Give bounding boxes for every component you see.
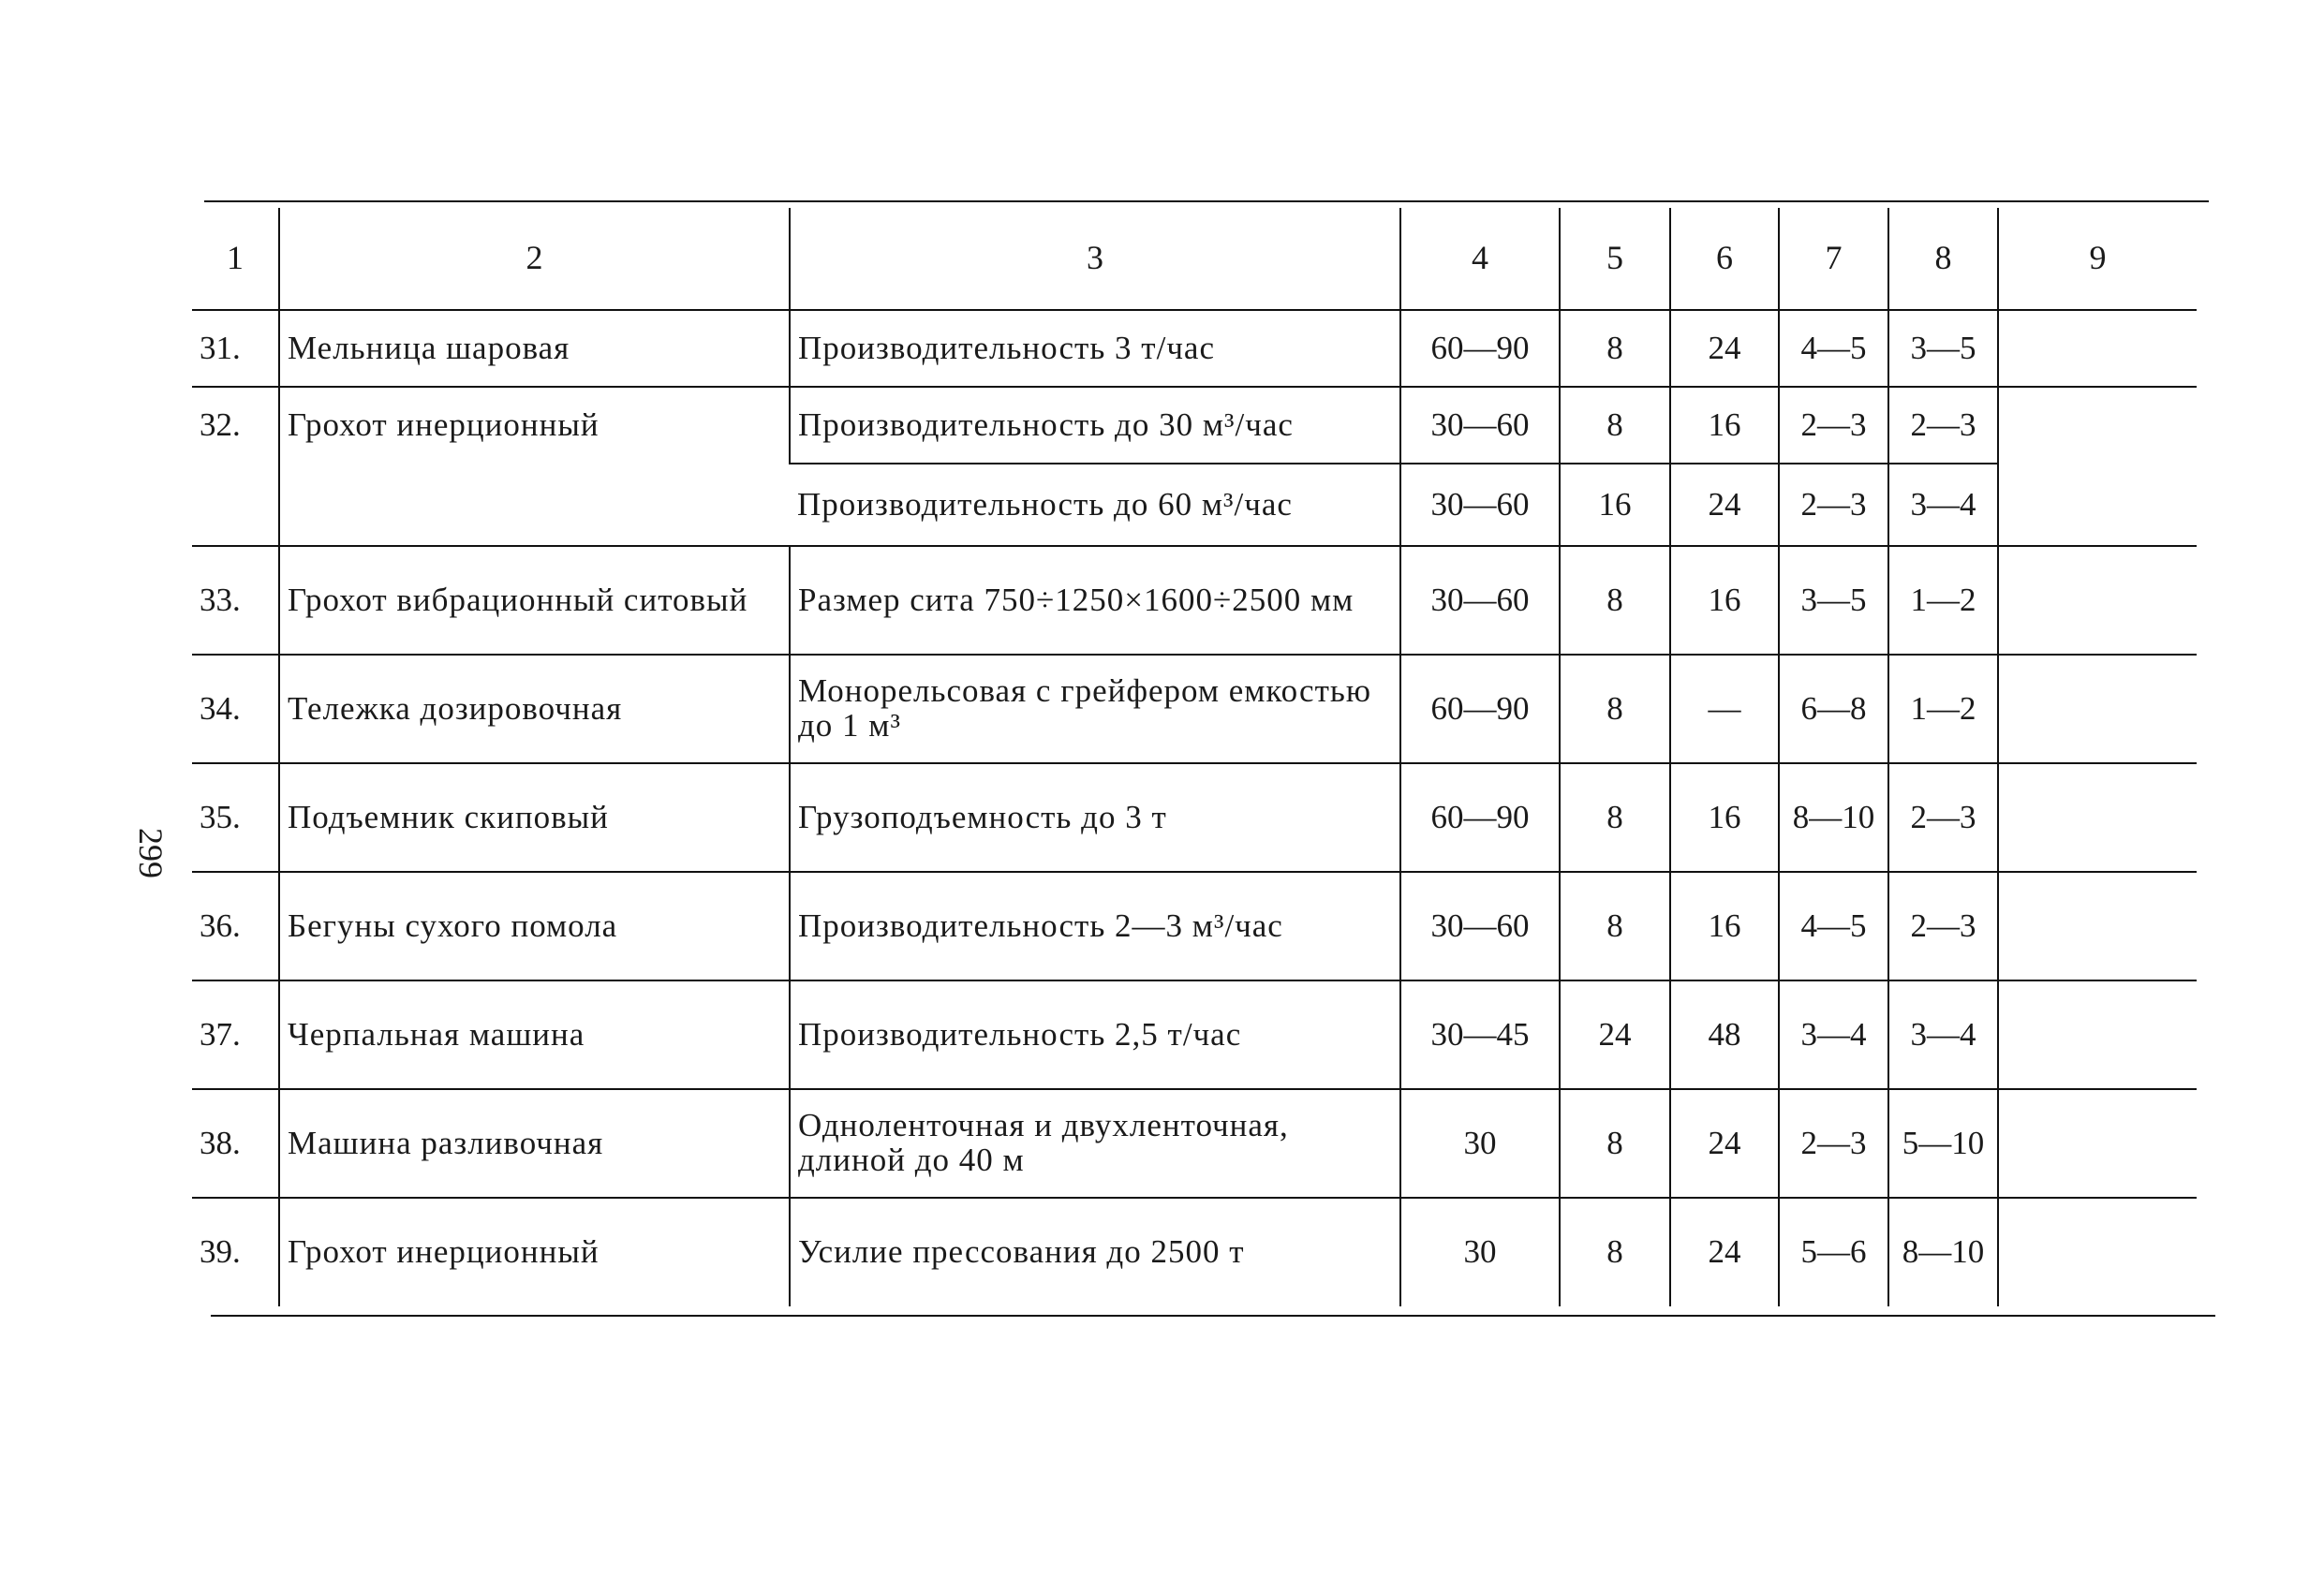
row-number: 38. <box>192 1089 279 1198</box>
cell-col9 <box>1998 872 2197 980</box>
row-number: 39. <box>192 1198 279 1306</box>
cell-col4: 60—90 <box>1400 655 1560 763</box>
cell-col4: 60—90 <box>1400 763 1560 872</box>
cell-col6: 16 <box>1670 546 1779 655</box>
cell-col4: 30—60 <box>1400 872 1560 980</box>
equipment-spec: Размер сита 750÷1250×1600÷2500 мм <box>790 546 1400 655</box>
cell-col7: 2—3 <box>1779 387 1888 464</box>
column-header-9: 9 <box>1998 208 2197 310</box>
table-row <box>192 310 2197 387</box>
cell-col8: 2—3 <box>1888 763 1998 872</box>
cell-col6: 48 <box>1670 980 1779 1089</box>
cell-col5: 8 <box>1560 546 1670 655</box>
cell-col5: 16 <box>1560 464 1670 546</box>
equipment-name: Бегуны сухого помола <box>279 872 790 980</box>
equipment-spec: Одноленточная и двухленточная, длиной до 40 м <box>790 1089 1400 1198</box>
cell-col4: 30 <box>1400 1089 1560 1198</box>
cell-col9 <box>1998 310 2197 387</box>
row-number: 35. <box>192 763 279 872</box>
equipment-spec: Производительность до 30 м³/час <box>790 387 1400 464</box>
equipment-spec: Монорельсовая с грейфером емкостью до 1 м³ <box>790 655 1400 763</box>
equipment-table <box>192 208 2197 1306</box>
cell-col5: 8 <box>1560 387 1670 464</box>
cell-col6: 24 <box>1670 1198 1779 1306</box>
cell-col8: 1—2 <box>1888 655 1998 763</box>
cell-col5: 8 <box>1560 763 1670 872</box>
cell-col5: 8 <box>1560 1089 1670 1198</box>
cell-col8: 2—3 <box>1888 872 1998 980</box>
row-number: 37. <box>192 980 279 1089</box>
table-row <box>192 1198 2197 1306</box>
table-row <box>192 655 2197 763</box>
equipment-name: Подъемник скиповый <box>279 763 790 872</box>
cell-col7: 2—3 <box>1779 464 1888 546</box>
column-header-2: 2 <box>279 208 790 310</box>
column-header-1: 1 <box>192 208 279 310</box>
cell-col4: 30—45 <box>1400 980 1560 1089</box>
equipment-name: Машина разливочная <box>279 1089 790 1198</box>
cell-col7: 3—4 <box>1779 980 1888 1089</box>
cell-col9 <box>1998 387 2197 546</box>
equipment-spec: Производительность до 60 м³/час <box>790 464 1400 546</box>
equipment-name: Черпальная машина <box>279 980 790 1089</box>
cell-col6: 24 <box>1670 310 1779 387</box>
cell-col8: 3—5 <box>1888 310 1998 387</box>
equipment-name: Тележка дозировочная <box>279 655 790 763</box>
column-header-6: 6 <box>1670 208 1779 310</box>
table-bottom-rule <box>211 1315 2215 1317</box>
cell-col4: 60—90 <box>1400 310 1560 387</box>
row-number: 34. <box>192 655 279 763</box>
table-row <box>192 872 2197 980</box>
table-row <box>192 387 2197 464</box>
equipment-name: Мельница шаровая <box>279 310 790 387</box>
cell-col6: 24 <box>1670 1089 1779 1198</box>
table-row <box>192 763 2197 872</box>
equipment-spec: Усилие прессования до 2500 т <box>790 1198 1400 1306</box>
cell-col4: 30—60 <box>1400 546 1560 655</box>
table-row <box>192 980 2197 1089</box>
header-row <box>192 208 2197 310</box>
cell-col6: 16 <box>1670 763 1779 872</box>
cell-col6: 24 <box>1670 464 1779 546</box>
cell-col5: 8 <box>1560 872 1670 980</box>
cell-col8: 3—4 <box>1888 464 1998 546</box>
cell-col7: 3—5 <box>1779 546 1888 655</box>
equipment-spec: Производительность 2,5 т/час <box>790 980 1400 1089</box>
row-number: 31. <box>192 310 279 387</box>
row-number: 33. <box>192 546 279 655</box>
cell-col9 <box>1998 1198 2197 1306</box>
cell-col5: 8 <box>1560 310 1670 387</box>
table-row <box>192 546 2197 655</box>
table-row <box>192 1089 2197 1198</box>
table-top-rule <box>204 200 2209 202</box>
column-header-7: 7 <box>1779 208 1888 310</box>
cell-col6: 16 <box>1670 387 1779 464</box>
cell-col7: 4—5 <box>1779 872 1888 980</box>
cell-col5: 24 <box>1560 980 1670 1089</box>
cell-col4: 30—60 <box>1400 464 1560 546</box>
cell-col8: 2—3 <box>1888 387 1998 464</box>
cell-col4: 30—60 <box>1400 387 1560 464</box>
column-header-5: 5 <box>1560 208 1670 310</box>
equipment-name: Грохот инерционный <box>279 1198 790 1306</box>
cell-col5: 8 <box>1560 655 1670 763</box>
column-header-4: 4 <box>1400 208 1560 310</box>
column-header-8: 8 <box>1888 208 1998 310</box>
cell-col9 <box>1998 1089 2197 1198</box>
cell-col7: 5—6 <box>1779 1198 1888 1306</box>
cell-col9 <box>1998 546 2197 655</box>
cell-col8: 5—10 <box>1888 1089 1998 1198</box>
cell-col8: 8—10 <box>1888 1198 1998 1306</box>
cell-col7: 4—5 <box>1779 310 1888 387</box>
cell-col6: 16 <box>1670 872 1779 980</box>
row-number: 36. <box>192 872 279 980</box>
cell-col9 <box>1998 980 2197 1089</box>
equipment-spec: Грузоподъемность до 3 т <box>790 763 1400 872</box>
column-header-3: 3 <box>790 208 1400 310</box>
row-number: 32. <box>192 387 279 546</box>
cell-col8: 1—2 <box>1888 546 1998 655</box>
cell-col4: 30 <box>1400 1198 1560 1306</box>
equipment-name: Грохот вибрационный ситовый <box>279 546 790 655</box>
cell-col5: 8 <box>1560 1198 1670 1306</box>
equipment-name: Грохот инерционный <box>279 387 790 546</box>
cell-col7: 8—10 <box>1779 763 1888 872</box>
cell-col7: 2—3 <box>1779 1089 1888 1198</box>
equipment-spec: Производительность 2—3 м³/час <box>790 872 1400 980</box>
cell-col8: 3—4 <box>1888 980 1998 1089</box>
cell-col9 <box>1998 763 2197 872</box>
cell-col9 <box>1998 655 2197 763</box>
cell-col6: — <box>1670 655 1779 763</box>
cell-col7: 6—8 <box>1779 655 1888 763</box>
equipment-spec: Производительность 3 т/час <box>790 310 1400 387</box>
page-number: 299 <box>132 828 170 878</box>
